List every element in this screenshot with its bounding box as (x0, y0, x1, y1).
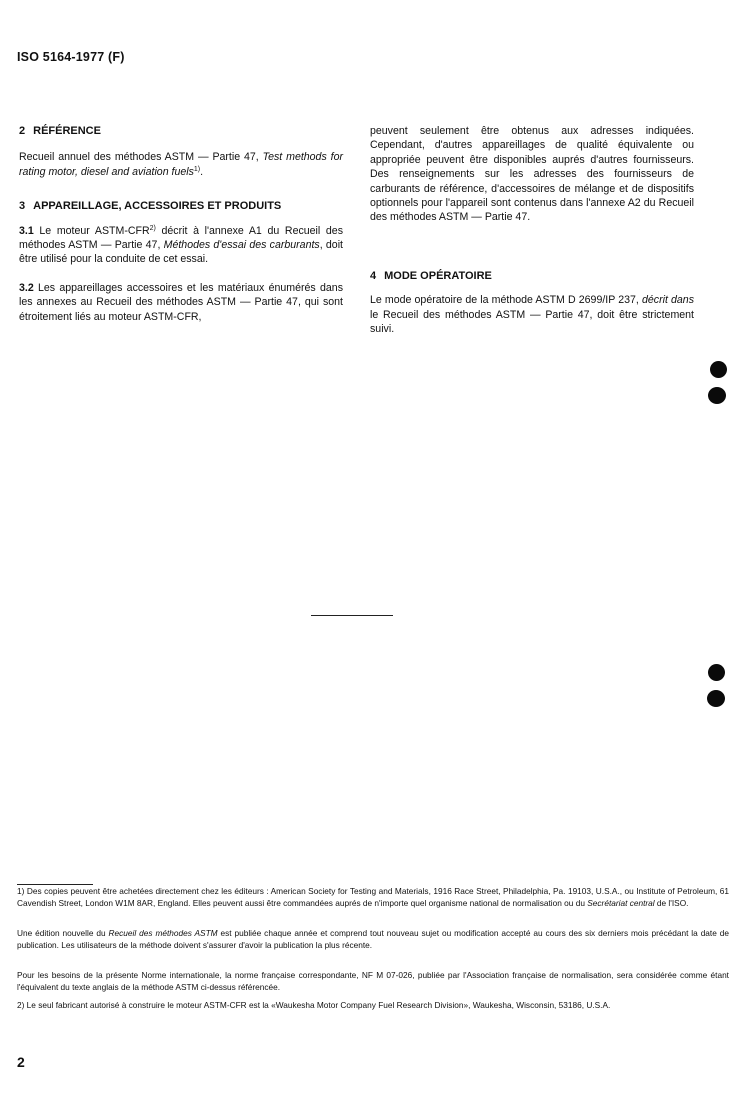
section-2-text: Recueil annuel des méthodes ASTM — Partie 47, Test methods for rating motor, diesel and aviation fuels$^{1)}$. (19, 151, 343, 178)
paragraph-3-2: 3.2 Les appareillages accessoires et les matériaux énumérés dans les annexes au Recueil des méthodes ASTM — Partie 47, qui sont étroitement liés au moteur ASTM-CFR, (19, 281, 343, 323)
footnote-ref-2: 2) (149, 224, 156, 232)
footnote-1-french-standard-note: Pour les besoins de la présente Norme internationale, la norme française correspondante, NF M 07-026, publiée par l'Association française de normalisation, sera considérée comme étant l'équivalent du texte anglais de la méthode ASTM ci-dessus référencée. (17, 970, 729, 992)
standard-reference: ISO 5164-1977 (F) (17, 50, 125, 64)
footnote-rule (17, 884, 93, 885)
paragraph-3-2-continuation: peuvent seulement être obtenus aux adresses indiquées. Cependant, d'autres appareillages de qualité équivalente ou appropriée peuvent être disponibles auprés d'autres fournisseurs. Des renseignements sur les adresses des fournisseurs de carburants de référence, d'accessoires de mélange et de dispositifs optionnels pour l'appareil sont contenus dans l'annexe A2 du Recueil des méthodes ASTM — Partie 47. (370, 125, 694, 224)
right-column (370, 124, 694, 336)
column-end-separator (311, 615, 393, 616)
footnote-1-edition-note: Une édition nouvelle du Recueil des méthodes ASTM est publiée chaque année et comprend tout nouveau sujet ou modification accepté au cours des six derniers mois précédant la date de publication. Les utilisateurs de la méthode doivent s'assurer d'avoir la publication la plus récente. (17, 928, 730, 950)
binding-hole-mark (707, 690, 725, 707)
section-2-heading: 2 RÉFÉRENCE (19, 125, 101, 137)
section-4-text: Le mode opératoire de la méthode ASTM D 2699/IP 237, décrit dans le Recueil des méthodes ASTM — Partie 47, doit être strictement suivi. (370, 294, 694, 336)
section-4-heading: 4 MODE OPÉRATOIRE (370, 269, 492, 282)
binding-hole-mark (710, 361, 727, 378)
footnote-ref-1: 1) (193, 165, 201, 173)
left-column (19, 124, 343, 324)
binding-hole-mark (708, 664, 725, 681)
footnote-1: 1) Des copies peuvent être achetées directement chez les éditeurs : American Society for Testing and Materials, 1916 Race Street, Philadelphia, Pa. 19103, U.S.A., ou Institute of Petroleum, 61 Cavendish Street, London W1M 8AR, England. Elles peuvent aussi être commandées auprés de n'importe quel organisme national de normalisation ou du Secrétariat central de l'ISO. (17, 886, 729, 908)
page-number: 2 (17, 1054, 25, 1070)
binding-hole-mark (708, 387, 726, 404)
section-3-heading: 3 APPAREILLAGE, ACCESSOIRES ET PRODUITS (19, 200, 282, 213)
paragraph-3-1: 3.1 Le moteur ASTM-CFR$^{2)}$ décrit à l'annexe A1 du Recueil des méthodes ASTM — Partie 47, Méthodes d'essai des carburants, doit être utilisé pour la conduite de cet essai. (19, 224, 343, 266)
footnote-2: 2) Le seul fabricant autorisé à construire le moteur ASTM-CFR est la «Waukesha Motor Company Fuel Research Division», Waukesha, Wisconsin, 53186, U.S.A. (17, 1000, 611, 1010)
